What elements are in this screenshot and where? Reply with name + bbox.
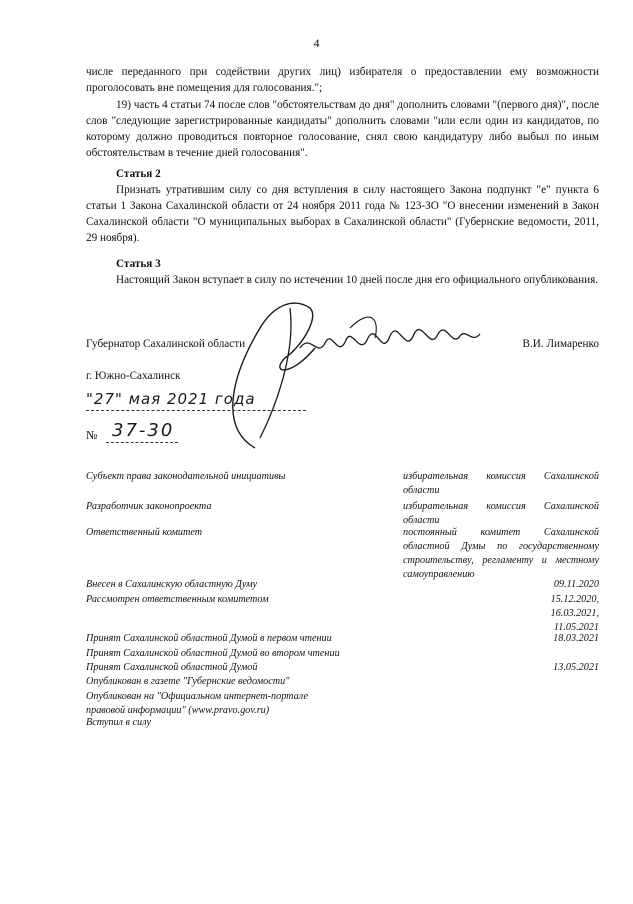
paragraph-continuation: числе переданного при содействии других лиц) избирателя о предоставлении ему возможности проголосовать вне помещения для голосования."; bbox=[86, 66, 599, 94]
meta-subject bbox=[86, 470, 599, 500]
meta-published-newspaper-label: Опубликован в газете "Губернские ведомости" bbox=[86, 676, 290, 687]
signer-name: В.И. Лимаренко bbox=[522, 338, 599, 350]
meta-first-reading bbox=[86, 632, 599, 646]
article-3-title: Статья 3 bbox=[116, 258, 161, 270]
meta-submitted bbox=[86, 578, 599, 592]
meta-subject-label: Субъект права законодательной инициативы bbox=[86, 471, 286, 482]
meta-reviewed-date-1: 15.12.2020, bbox=[550, 594, 599, 605]
handwritten-signature bbox=[200, 288, 490, 458]
number-underline bbox=[106, 442, 178, 443]
meta-committee-value: постоянный комитет Сахалинской областной Думы по государственному строительству, регламенту и местному самоуправлению bbox=[403, 527, 599, 580]
meta-first-reading-date: 18.03.2021 bbox=[553, 633, 599, 644]
meta-adopted bbox=[86, 661, 599, 675]
meta-subject-value: избирательная комиссия Сахалинской области bbox=[403, 471, 599, 496]
meta-submitted-date: 09.11.2020 bbox=[553, 579, 599, 590]
meta-reviewed-date-3: 11.05.2021 bbox=[553, 622, 599, 633]
meta-published-portal-label: Опубликован на "Официальном интернет-портале правовой информации" (www.pravo.gov.ru) bbox=[86, 691, 308, 716]
number-label: № bbox=[86, 428, 98, 442]
meta-committee bbox=[86, 526, 599, 584]
city: г. Южно-Сахалинск bbox=[86, 370, 181, 382]
meta-entered-label: Вступил в силу bbox=[86, 717, 151, 728]
meta-reviewed-date-2: 16.03.2021, bbox=[550, 608, 599, 619]
meta-developer-label: Разработчик законопроекта bbox=[86, 501, 212, 512]
meta-published-newspaper bbox=[86, 675, 599, 689]
meta-developer-value: избирательная комиссия Сахалинской области bbox=[403, 501, 599, 526]
meta-adopted-label: Принят Сахалинской областной Думой bbox=[86, 662, 258, 673]
paragraph-item-19: 19) часть 4 статьи 74 после слов "обстоятельствам до дня" дополнить словами "(первого дня)", после слов "следующие зарегистрированные кандидаты" дополнить словами "или если один из кандидатов, по которому должно проводиться повторное голосование, снял свою кандидатуру либо выбыл по иным обстоятельствам в течение дней голосования". bbox=[86, 99, 599, 159]
article-3-text: Настоящий Закон вступает в силу по истечении 10 дней после дня его официального опубликования. bbox=[116, 274, 599, 286]
meta-entered bbox=[86, 716, 599, 730]
meta-second-reading-label: Принят Сахалинской областной Думой во втором чтении bbox=[86, 648, 340, 659]
meta-adopted-date: 13.05.2021 bbox=[553, 662, 599, 673]
meta-published-portal bbox=[86, 690, 599, 718]
meta-submitted-label: Внесен в Сахалинскую областную Думу bbox=[86, 579, 258, 590]
meta-reviewed-label: Рассмотрен ответственным комитетом bbox=[86, 594, 269, 605]
meta-second-reading bbox=[86, 647, 599, 661]
article-2-title: Статья 2 bbox=[116, 168, 161, 180]
article-2-text: Признать утратившим силу со дня вступления в силу настоящего Закона подпункт "е" пункта 6 статьи 1 Закона Сахалинской области от 24 ноября 2011 года № 123-ЗО "О внесении изменений в Закон Сахалинской области "О муниципальных выборах в Сахалинской области" (Губернские ведомости, 2011, 29 ноября). bbox=[86, 184, 599, 244]
page-number: 4 bbox=[313, 36, 320, 50]
handwritten-date: "27" мая 2021 года bbox=[86, 390, 256, 408]
meta-first-reading-label: Принят Сахалинской областной Думой в первом чтении bbox=[86, 633, 332, 644]
handwritten-number: 37-30 bbox=[112, 420, 175, 441]
signer-position: Губернатор Сахалинской области bbox=[86, 338, 246, 350]
meta-committee-label: Ответственный комитет bbox=[86, 527, 203, 538]
date-underline bbox=[86, 410, 306, 411]
meta-reviewed bbox=[86, 593, 599, 637]
